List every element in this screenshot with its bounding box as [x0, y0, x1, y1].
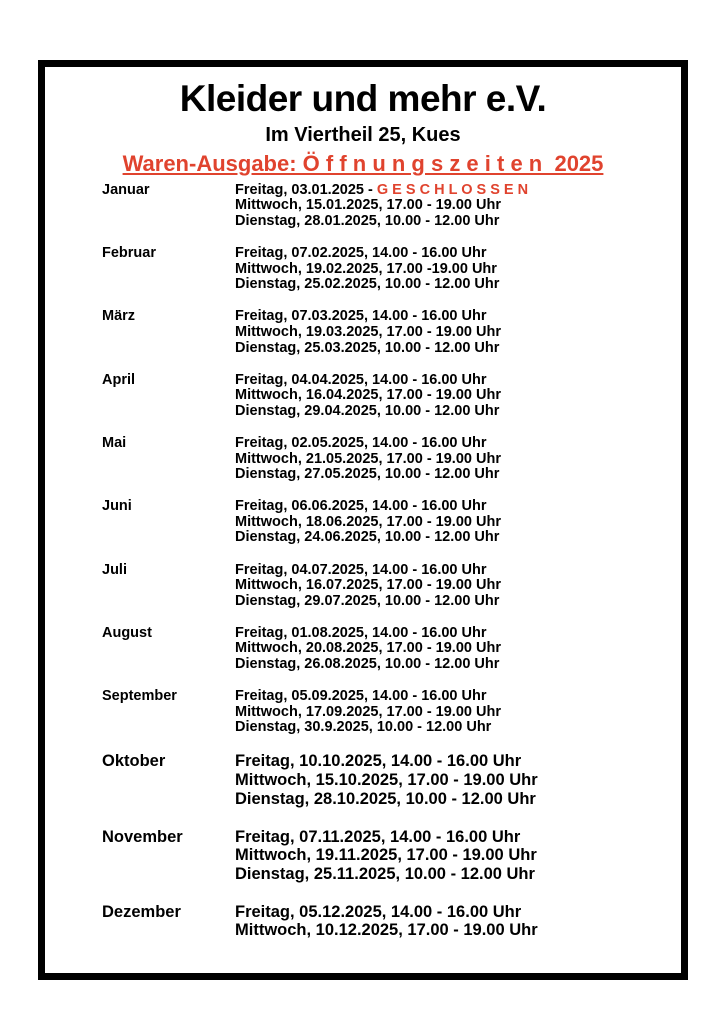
month-lines: [235, 752, 538, 808]
month-lines: [235, 246, 499, 293]
month-label: Januar: [102, 181, 150, 198]
schedule-line: Freitag, 07.02.2025, 14.00 - 16.00 Uhr: [235, 245, 487, 262]
month-lines: [235, 499, 501, 546]
month-row: [102, 563, 671, 610]
schedule-line: Dienstag, 26.08.2025, 10.00 - 12.00 Uhr: [235, 656, 500, 673]
month-label: April: [102, 371, 136, 388]
month-row: [102, 626, 671, 673]
page-title: Kleider und mehr e.V.: [179, 78, 547, 119]
schedule-line: Mittwoch, 20.08.2025, 17.00 - 19.00 Uhr: [235, 640, 501, 657]
month-lines: [235, 183, 528, 230]
schedule-line: Freitag, 07.11.2025, 14.00 - 16.00 Uhr: [235, 827, 521, 846]
schedule-line: Dienstag, 28.10.2025, 10.00 - 12.00 Uhr: [235, 789, 536, 808]
schedule-line: Freitag, 04.04.2025, 14.00 - 16.00 Uhr: [235, 371, 487, 388]
schedule-line: Freitag, 07.03.2025, 14.00 - 16.00 Uhr: [235, 308, 487, 325]
month-label: August: [102, 624, 152, 641]
schedule-line: Mittwoch, 19.11.2025, 17.00 - 19.00 Uhr: [235, 846, 537, 865]
month-lines: [235, 626, 501, 673]
schedule-line: Mittwoch, 10.12.2025, 17.00 - 19.00 Uhr: [235, 921, 538, 940]
schedule-line: Mittwoch, 21.05.2025, 17.00 - 19.00 Uhr: [235, 450, 501, 467]
month-row: [102, 373, 671, 420]
flyer-sheet: [38, 60, 688, 980]
schedule-line: Freitag, 06.06.2025, 14.00 - 16.00 Uhr: [235, 498, 487, 515]
month-row: [102, 689, 671, 736]
schedule-line: Freitag, 03.01.2025 - G E S C H L O S S E N: [235, 181, 529, 198]
schedule-line: Freitag, 01.08.2025, 14.00 - 16.00 Uhr: [235, 624, 487, 641]
schedule-line: Dienstag, 25.03.2025, 10.00 - 12.00 Uhr: [235, 339, 500, 356]
schedule-line: Dienstag, 28.01.2025, 10.00 - 12.00 Uhr: [235, 213, 500, 230]
schedule-line: Dienstag, 30.9.2025, 10.00 - 12.00 Uhr: [235, 719, 492, 736]
month-row: [102, 183, 671, 230]
month-lines: [235, 563, 501, 610]
schedule-line: Mittwoch, 19.02.2025, 17.00 -19.00 Uhr: [235, 260, 497, 277]
month-row: [102, 499, 671, 546]
schedule: [45, 183, 681, 940]
schedule-line: Mittwoch, 18.06.2025, 17.00 - 19.00 Uhr: [235, 513, 501, 530]
month-row: [102, 828, 671, 884]
month-lines: [235, 373, 501, 420]
schedule-line: Dienstag, 29.04.2025, 10.00 - 12.00 Uhr: [235, 402, 500, 419]
schedule-line: Dienstag, 25.11.2025, 10.00 - 12.00 Uhr: [235, 864, 535, 883]
month-label: Februar: [102, 245, 156, 262]
schedule-line: Mittwoch, 16.04.2025, 17.00 - 19.00 Uhr: [235, 387, 501, 404]
schedule-line: Freitag, 05.09.2025, 14.00 - 16.00 Uhr: [235, 688, 487, 705]
month-label: Dezember: [102, 902, 181, 921]
month-row: [102, 309, 671, 356]
month-label: Mai: [102, 435, 127, 451]
schedule-line: Mittwoch, 15.10.2025, 17.00 - 19.00 Uhr: [235, 771, 538, 790]
month-lines: [235, 903, 538, 940]
schedule-line: Mittwoch, 15.01.2025, 17.00 - 19.00 Uhr: [235, 197, 501, 214]
month-lines: [235, 309, 501, 356]
schedule-line: Mittwoch, 19.03.2025, 17.00 - 19.00 Uhr: [235, 324, 501, 341]
month-label: November: [102, 827, 183, 846]
month-row: [102, 903, 671, 940]
address-line: Im Viertheil 25, Kues: [265, 123, 461, 146]
geschlossen-text: G E S C H L O S S E N: [376, 181, 529, 198]
month-row: [102, 246, 671, 293]
month-label: Oktober: [102, 752, 166, 771]
month-label: Juli: [102, 561, 127, 578]
schedule-line: Freitag, 02.05.2025, 14.00 - 16.00 Uhr: [235, 435, 487, 451]
month-lines: [235, 689, 501, 736]
schedule-line: Freitag, 10.10.2025, 14.00 - 16.00 Uhr: [235, 752, 522, 771]
schedule-line: Dienstag, 25.02.2025, 10.00 - 12.00 Uhr: [235, 276, 500, 293]
month-label: September: [102, 688, 177, 705]
opening-times-heading: Waren-Ausgabe: Ö f f n u n g s z e i t e n 2025: [122, 150, 604, 176]
schedule-line: Mittwoch, 16.07.2025, 17.00 - 19.00 Uhr: [235, 577, 501, 594]
month-label: Juni: [102, 498, 132, 515]
month-row: [102, 752, 671, 808]
month-lines: [235, 436, 501, 483]
month-label: März: [102, 308, 136, 325]
schedule-line: Dienstag, 29.07.2025, 10.00 - 12.00 Uhr: [235, 592, 500, 609]
schedule-line: Freitag, 04.07.2025, 14.00 - 16.00 Uhr: [235, 561, 487, 578]
schedule-line: Dienstag, 24.06.2025, 10.00 - 12.00 Uhr: [235, 529, 500, 546]
schedule-line: Dienstag, 27.05.2025, 10.00 - 12.00 Uhr: [235, 466, 500, 483]
schedule-line: Freitag, 05.12.2025, 14.00 - 16.00 Uhr: [235, 902, 522, 921]
month-row: [102, 436, 671, 483]
month-lines: [235, 828, 537, 884]
schedule-line: Mittwoch, 17.09.2025, 17.00 - 19.00 Uhr: [235, 703, 501, 720]
